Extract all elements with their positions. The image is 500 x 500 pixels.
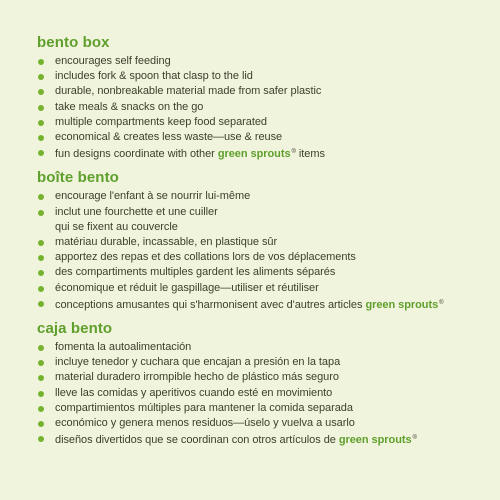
list-item [37,340,482,355]
item-text: compartimientos múltiples para mantener la comida separada [55,401,353,414]
bullet-icon [38,150,44,156]
feature-list [37,189,482,313]
bullet-icon [38,135,44,141]
item-suffix: items [295,148,325,161]
list-item [37,130,482,145]
bullet-icon [38,421,44,427]
bullet-icon [38,255,44,261]
section-title: boîte bento [37,169,119,187]
list-item [37,189,482,204]
feature-list [37,340,482,448]
bullet-icon [38,301,44,307]
list-item [37,416,482,431]
bullet-icon [38,105,44,111]
list-item [37,265,482,280]
item-text: take meals & snacks on the go [55,100,204,113]
bullet-icon [38,286,44,292]
section-title: caja bento [37,320,113,338]
bullet-icon [38,120,44,126]
registered-mark: ® [439,299,444,306]
list-item [37,100,482,115]
bullet-icon [38,59,44,65]
bullet-icon [38,391,44,397]
item-text: económico y genera menos residuos—úselo y vuelva a usarlo [55,417,355,430]
section-french [37,169,482,313]
bullet-icon [38,194,44,200]
list-item [37,54,482,69]
item-text: inclut une fourchette et une cuiller [55,205,218,218]
item-text: encourages self feeding [55,55,171,67]
item-text: lleve las comidas y aperitivos cuando esté en movimiento [55,386,333,399]
list-item [37,205,482,235]
brand-name: green sprouts [338,434,412,447]
bullet-icon [38,436,44,442]
item-text: durable, nonbreakable material made from safer plastic [55,85,322,98]
brand-name: green sprouts [217,148,291,161]
bullet-icon [38,270,44,276]
item-text: includes fork & spoon that clasp to the lid [55,70,253,83]
section-title: bento box [37,34,110,51]
list-item [37,84,482,99]
bullet-icon [38,74,44,80]
brand-name: green sprouts [365,298,439,311]
feature-list [37,54,482,162]
item-text: encourage l'enfant à se nourrir lui-même [55,190,251,203]
item-text: material duradero irrompible hecho de plástico más seguro [55,371,339,384]
item-text: economical & creates less waste—use & reuse [55,131,283,144]
list-item [37,386,482,401]
item-text: multiple compartments keep food separated [55,115,267,128]
list-item [37,235,482,250]
item-text-line2: qui se fixent au couvercle [55,220,178,233]
list-item [37,281,482,296]
list-item [37,115,482,130]
item-text: fun designs coordinate with other [55,148,215,161]
item-text: diseños divertidos que se coordinan con otros artículos de [55,434,336,447]
list-item [37,431,482,448]
bullet-icon [38,375,44,381]
section-spanish [37,320,482,448]
item-text: des compartiments multiples gardent les aliments séparés [55,266,336,279]
registered-mark: ® [412,435,417,442]
registered-mark: ® [291,149,296,156]
bullet-icon [38,89,44,95]
item-text: conceptions amusantes qui s'harmonisent avec d'autres articles [55,298,363,311]
item-text: matériau durable, incassable, en plastique sûr [55,236,278,249]
bullet-icon [38,345,44,351]
list-item [37,69,482,84]
bullet-icon [38,360,44,366]
list-item [37,355,482,370]
bullet-icon [38,240,44,246]
item-text: incluye tenedor y cuchara que encajan a presión en la tapa [55,356,341,369]
item-text: fomenta la autoalimentación [55,341,192,354]
list-item [37,401,482,416]
section-english [37,34,482,162]
bullet-icon [38,210,44,216]
list-item [37,370,482,385]
item-text: apportez des repas et des collations lors de vos déplacements [55,251,356,264]
list-item [37,250,482,265]
list-item [37,145,482,162]
list-item [37,296,482,313]
bullet-icon [38,406,44,412]
item-text: économique et réduit le gaspillage—utiliser et réutiliser [55,281,319,294]
